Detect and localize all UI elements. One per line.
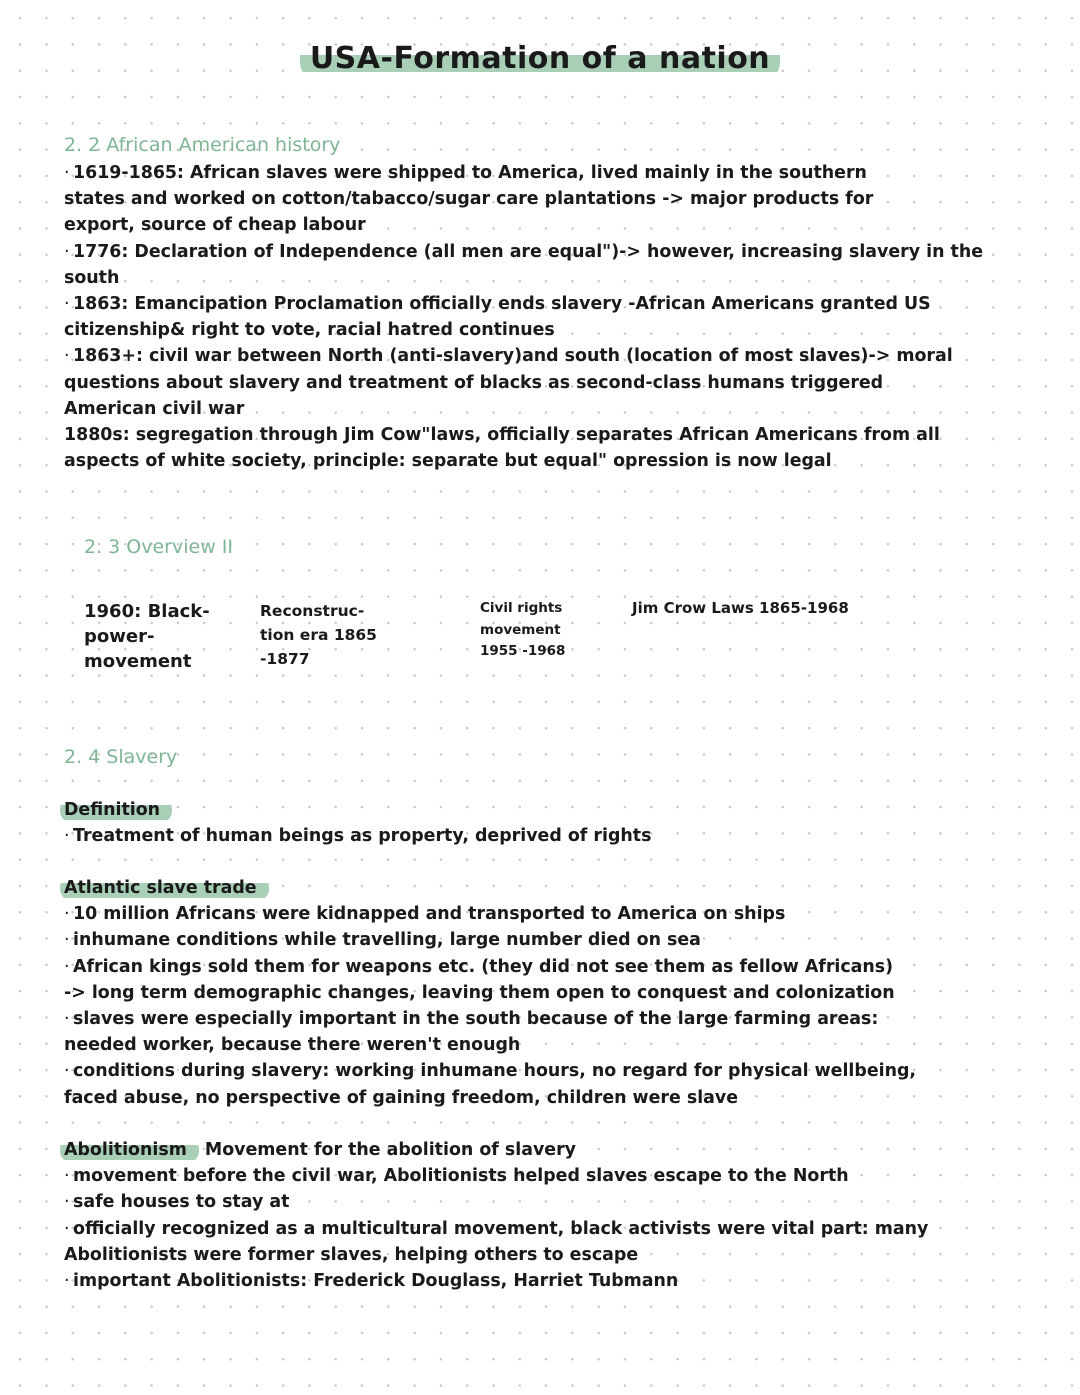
atlantic-slave-trade-block xyxy=(64,875,1064,1111)
abolitionism-label-suffix: Movement for the abolition of slavery xyxy=(204,1140,576,1160)
overview-line: 1955 -1968 xyxy=(480,643,566,659)
abolitionism-line: · safe houses to stay at xyxy=(64,1189,1064,1215)
atlantic-line: · 10 million Africans were kidnapped and transported to America on ships xyxy=(64,901,1064,927)
abolitionism-line: · important Abolitionists: Frederick Douglass, Harriet Tubmann xyxy=(64,1268,1064,1294)
overview-item-jim-crow xyxy=(632,597,849,619)
history-line: · 1863: Emancipation Proclamation officially ends slavery -African Americans granted US xyxy=(64,291,1064,317)
overview-line: movement xyxy=(480,621,561,638)
overview-line: movement xyxy=(84,651,192,672)
overview-line: Jim Crow Laws 1865-1968 xyxy=(632,599,849,617)
history-line: · 1619-1865: African slaves were shipped to America, lived mainly in the southern xyxy=(64,160,1064,186)
atlantic-line: -> long term demographic changes, leaving them open to conquest and colonization xyxy=(64,982,895,1003)
overview-line: 1960: Black- xyxy=(84,601,210,622)
section-heading-2-3: 2. 3 Overview II xyxy=(84,536,233,558)
section-heading-2-2: 2. 2 African American history xyxy=(64,134,341,156)
abolitionism-block xyxy=(64,1137,1064,1294)
history-line: export, source of cheap labour xyxy=(64,215,366,236)
overview-item-reconstruction xyxy=(260,599,377,671)
abolitionism-line: · movement before the civil war, Abolitionists helped slaves escape to the North xyxy=(64,1163,1064,1189)
overview-item-black-power xyxy=(84,599,210,674)
atlantic-line: · African kings sold them for weapons etc. (they did not see them as fellow Africans) xyxy=(64,954,1064,980)
atlantic-line: · conditions during slavery: working inhumane hours, no regard for physical wellbeing, xyxy=(64,1058,1064,1084)
history-line: states and worked on cotton/tabacco/sugar care plantations -> major products for xyxy=(64,189,874,210)
atlantic-line: needed worker, because there weren't enough xyxy=(64,1035,521,1056)
overview-line: tion era 1865 xyxy=(260,626,377,644)
definition-label: Definition xyxy=(60,797,172,823)
history-line: American civil war xyxy=(64,398,245,419)
title-container xyxy=(0,40,1080,79)
atlantic-line: · slaves were especially important in the south because of the large farming areas: xyxy=(64,1006,1064,1032)
abolitionism-label: Abolitionism xyxy=(60,1137,199,1163)
section-2-2-body xyxy=(64,160,1064,474)
history-line: 1880s: segregation through Jim Cow"laws, officially separates African Americans from all xyxy=(64,425,940,446)
page-title: USA-Formation of a nation xyxy=(300,40,780,79)
abolitionism-line: · officially recognized as a multicultural movement, black activists were vital part: many xyxy=(64,1216,1064,1242)
history-line: questions about slavery and treatment of blacks as second-class humans triggered xyxy=(64,372,884,393)
atlantic-line: · inhumane conditions while travelling, large number died on sea xyxy=(64,927,1064,953)
definition-line: · Treatment of human beings as property, deprived of rights xyxy=(64,823,1064,849)
history-line: · 1863+: civil war between North (anti-slavery)and south (location of most slaves)-> moral xyxy=(64,343,1064,369)
history-line: south xyxy=(64,267,120,288)
atlantic-label: Atlantic slave trade xyxy=(60,875,269,901)
definition-block xyxy=(64,797,1064,849)
overview-line: -1877 xyxy=(260,650,310,668)
overview-line: power- xyxy=(84,626,155,647)
history-line: citizenship& right to vote, racial hatred continues xyxy=(64,320,555,341)
abolitionism-line: Abolitionists were former slaves, helping others to escape xyxy=(64,1244,639,1265)
atlantic-line: faced abuse, no perspective of gaining freedom, children were slave xyxy=(64,1087,739,1108)
overview-line: Civil rights xyxy=(480,600,563,616)
section-heading-2-4: 2. 4 Slavery xyxy=(64,746,178,768)
overview-item-civil-rights xyxy=(480,598,565,663)
overview-line: Reconstruc- xyxy=(260,602,365,620)
history-line: · 1776: Declaration of Independence (all men are equal")-> however, increasing slavery in the xyxy=(64,239,1064,265)
history-line: aspects of white society, principle: separate but equal" opression is now legal xyxy=(64,451,832,472)
